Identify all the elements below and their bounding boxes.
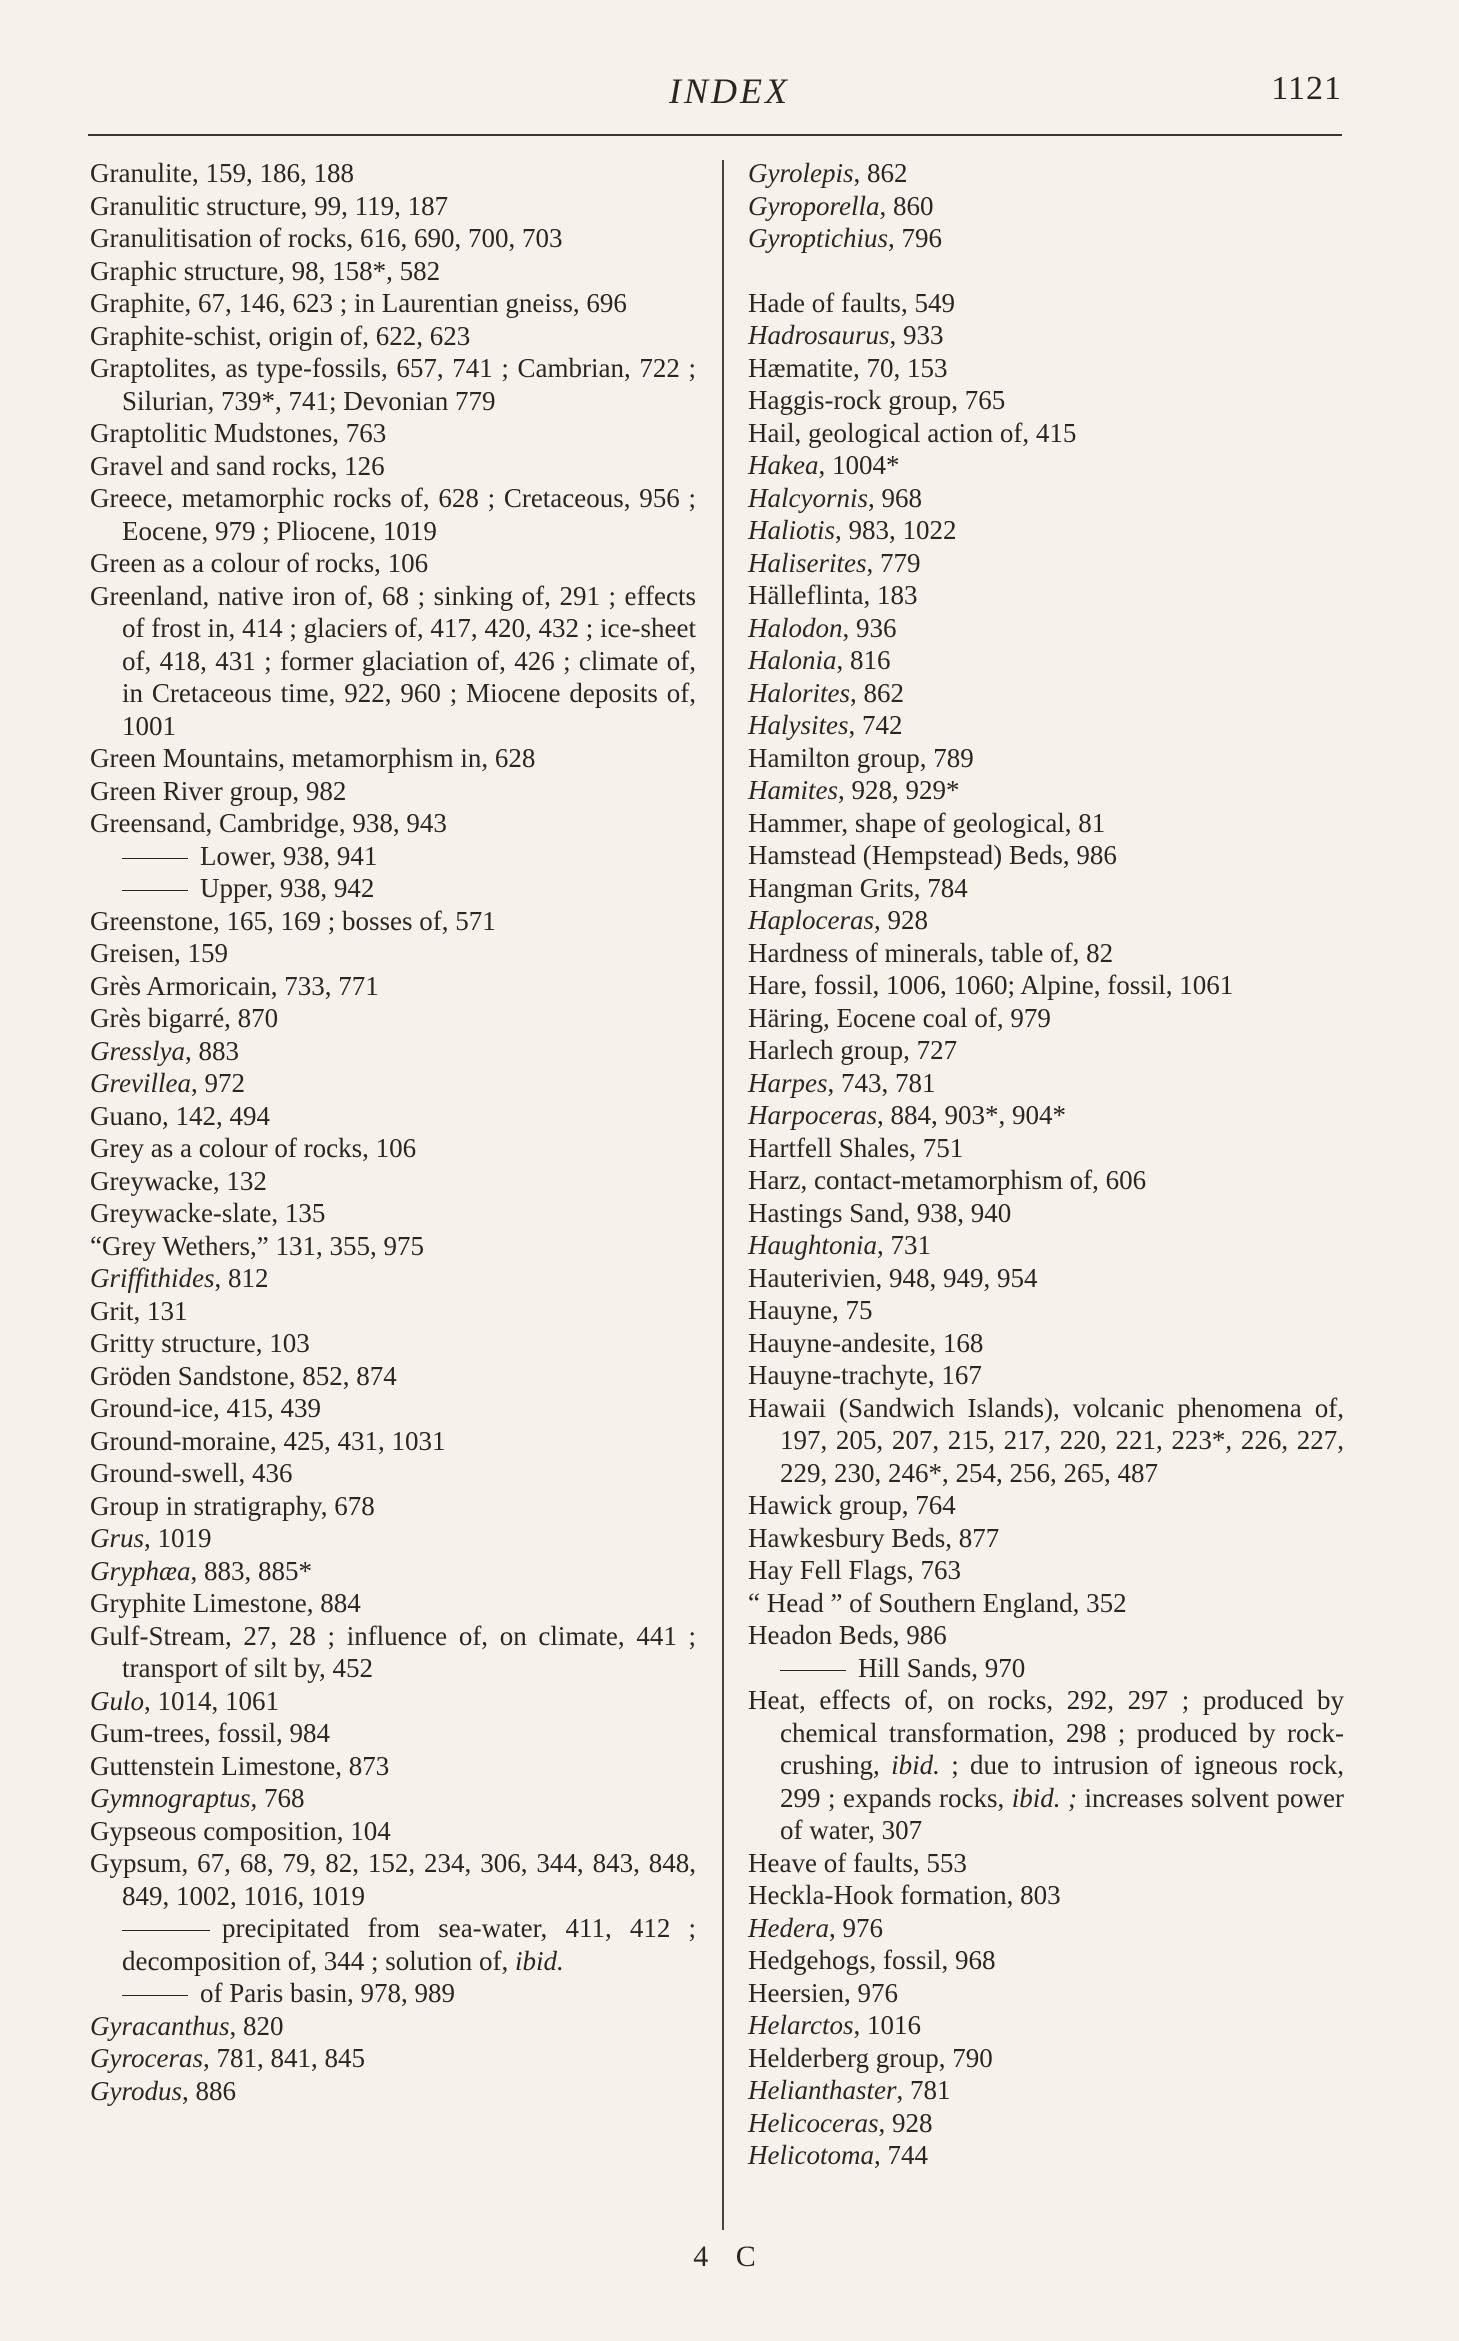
index-entry bbox=[748, 774, 1344, 807]
page-number: 1121 bbox=[1271, 70, 1342, 107]
index-entry bbox=[748, 1262, 1344, 1295]
entry-text: Green River group, 982 bbox=[90, 775, 347, 806]
entry-genus-name: Gresslya bbox=[90, 1035, 185, 1066]
index-entry bbox=[748, 157, 1344, 190]
entry-text: Granulite, 159, 186, 188 bbox=[90, 158, 354, 188]
index-entry bbox=[748, 807, 1344, 840]
index-entry bbox=[90, 1067, 696, 1100]
entry-text: Greisen, 159 bbox=[90, 938, 228, 968]
entry-pages: , 928, 929* bbox=[838, 775, 960, 805]
entry-text: Group in stratigraphy, 678 bbox=[90, 1490, 375, 1521]
entry-genus-name: Gyrolepis bbox=[748, 158, 854, 188]
index-entry bbox=[90, 775, 696, 808]
index-entry bbox=[90, 2042, 696, 2075]
index-entry bbox=[90, 157, 696, 190]
index-entry bbox=[90, 1685, 696, 1718]
index-entry bbox=[748, 1099, 1344, 1132]
index-entry bbox=[748, 2074, 1344, 2107]
index-entry bbox=[748, 1132, 1344, 1165]
entry-genus-name: Halysites bbox=[748, 710, 849, 740]
entry-pages: , 820 bbox=[229, 2010, 284, 2041]
entry-text: Green Mountains, metamorphism in, 628 bbox=[90, 743, 536, 773]
entry-genus-name: Hadrosaurus bbox=[748, 320, 890, 350]
index-entry bbox=[748, 839, 1344, 872]
entry-text: Grit, 131 bbox=[90, 1295, 188, 1326]
entry-genus-name: Grus bbox=[90, 1523, 145, 1553]
index-entry bbox=[748, 1912, 1344, 1945]
index-entry bbox=[90, 1425, 696, 1458]
index-entry bbox=[748, 1034, 1344, 1067]
entry-ibid: ibid. bbox=[891, 1750, 940, 1780]
entry-genus-name: Halodon bbox=[748, 612, 843, 643]
entry-genus-name: Gryphæa bbox=[90, 1555, 191, 1586]
entry-text: Ground-moraine, 425, 431, 1031 bbox=[90, 1425, 446, 1456]
index-entry bbox=[748, 2139, 1344, 2172]
entry-genus-name: Gyroptichius bbox=[748, 223, 888, 253]
index-entry bbox=[748, 1944, 1344, 1977]
entry-text: Harlech group, 727 bbox=[748, 1035, 958, 1065]
entry-genus-name: Haliotis bbox=[748, 515, 836, 545]
index-entry bbox=[90, 222, 696, 255]
entry-text: Grès Armoricain, 733, 771 bbox=[90, 970, 379, 1001]
entry-pages: , 886 bbox=[182, 2075, 236, 2106]
entry-text: Hauyne-trachyte, 167 bbox=[748, 1360, 982, 1390]
entry-text: Ground-swell, 436 bbox=[90, 1458, 293, 1488]
index-entry bbox=[90, 1847, 696, 1912]
entry-text: Hammer, shape of geological, 81 bbox=[748, 807, 1106, 838]
entry-pages: , 779 bbox=[866, 547, 921, 578]
index-entry bbox=[90, 1197, 696, 1230]
index-entry bbox=[748, 417, 1344, 450]
index-entry bbox=[90, 320, 696, 353]
index-entry bbox=[90, 190, 696, 223]
entry-pages: , 796 bbox=[887, 223, 942, 253]
entry-text: Greece, metamorphic rocks of, 628 ; Cretaceous, 956 ; Eocene, 979 ; Pliocene, 1019 bbox=[90, 483, 696, 546]
entry-text: Greenland, native iron of, 68 ; sinking of, 291 ; effects of frost in, 414 ; glaciers of, 417, 420, 432 ; ice-sheet of, 418, 431 ; former glaciation of, 426 ; climate of, in Cretaceous time, 922, 960 ; Miocene deposits of, 1001 bbox=[90, 580, 696, 741]
printer-signature: 4 C bbox=[693, 2240, 766, 2273]
index-entry bbox=[748, 2009, 1344, 2042]
index-entry bbox=[90, 1782, 696, 1815]
entry-pages: , 862 bbox=[850, 677, 905, 708]
index-entry bbox=[90, 1132, 696, 1165]
entry-text: Harz, contact-metamorphism of, 606 bbox=[748, 1165, 1147, 1195]
entry-text: Hail, geological action of, 415 bbox=[748, 417, 1077, 448]
entry-genus-name: Griffithides bbox=[90, 1263, 215, 1293]
index-entry bbox=[748, 1229, 1344, 1262]
entry-genus-name: Halonia bbox=[748, 645, 837, 675]
index-entry bbox=[748, 287, 1344, 320]
entry-genus-name: Halcyornis bbox=[748, 482, 868, 513]
entry-text: Hauterivien, 948, 949, 954 bbox=[748, 1262, 1038, 1293]
entry-text: Hauyne-andesite, 168 bbox=[748, 1327, 984, 1358]
index-entry bbox=[748, 612, 1344, 645]
entry-genus-name: Haploceras bbox=[748, 905, 874, 935]
entry-pages: , 816 bbox=[836, 645, 891, 675]
entry-text: Greywacke-slate, 135 bbox=[90, 1198, 326, 1228]
entry-text: ; due to intrusion of igneous rock, 299 ; expands rocks, bbox=[780, 1750, 1345, 1813]
entry-pages: , 742 bbox=[848, 710, 903, 740]
index-entry bbox=[748, 319, 1344, 352]
index-entry bbox=[748, 1847, 1344, 1880]
entry-text: Ground-ice, 415, 439 bbox=[90, 1393, 321, 1423]
index-entry bbox=[748, 969, 1344, 1002]
entry-text: Heat, effects of, on rocks, 292, 297 ; produced by chemical transformation, 298 ; produced by rock-crushing, bbox=[748, 1685, 1344, 1780]
index-entry bbox=[90, 840, 696, 873]
index-entry bbox=[90, 1587, 696, 1620]
entry-pages: , 983, 1022 bbox=[835, 515, 957, 545]
entry-text: Greensand, Cambridge, 938, 943 bbox=[90, 808, 447, 838]
index-entry bbox=[748, 1684, 1344, 1847]
index-entry bbox=[90, 1392, 696, 1425]
entry-text: Granulitisation of rocks, 616, 690, 700, 703 bbox=[90, 223, 563, 253]
entry-text: Hill Sands, 970 bbox=[858, 1652, 1026, 1683]
entry-text: Hälleflinta, 183 bbox=[748, 580, 918, 610]
entry-pages: , 743, 781 bbox=[827, 1067, 936, 1098]
entry-pages: , 744 bbox=[873, 2140, 928, 2170]
entry-genus-name: Gyroceras bbox=[90, 2043, 203, 2073]
entry-text: Lower, 938, 941 bbox=[200, 840, 378, 871]
entry-pages: , 781 bbox=[896, 2075, 951, 2105]
entry-genus-name: Gymnograptus bbox=[90, 1783, 251, 1813]
index-entry bbox=[748, 384, 1344, 417]
index-entry bbox=[90, 1555, 696, 1588]
index-entry bbox=[748, 1164, 1344, 1197]
index-entry bbox=[90, 352, 696, 417]
index-entry bbox=[748, 709, 1344, 742]
index-entry bbox=[90, 1457, 696, 1490]
index-entry bbox=[748, 222, 1344, 255]
entry-text: increases solvent power of water, 307 bbox=[780, 1782, 1344, 1845]
entry-text: Gröden Sandstone, 852, 874 bbox=[90, 1360, 397, 1391]
entry-genus-name: Haughtonia bbox=[748, 1230, 878, 1260]
index-entry bbox=[90, 547, 696, 580]
index-entry bbox=[748, 742, 1344, 775]
entry-genus-name: Helicotoma bbox=[748, 2140, 874, 2170]
index-column-left bbox=[90, 157, 696, 2107]
entry-genus-name: Helianthaster bbox=[748, 2075, 897, 2105]
entry-text: Hade of faults, 549 bbox=[748, 287, 955, 318]
index-entry bbox=[748, 677, 1344, 710]
index-entry bbox=[748, 579, 1344, 612]
running-head bbox=[0, 70, 1459, 112]
index-entry bbox=[90, 1750, 696, 1783]
entry-text: Graphite, 67, 146, 623 ; in Laurentian gneiss, 696 bbox=[90, 288, 627, 318]
index-entry bbox=[90, 1262, 696, 1295]
entry-text: Hawkesbury Beds, 877 bbox=[748, 1522, 1000, 1553]
entry-text: Greywacke, 132 bbox=[90, 1165, 267, 1196]
entry-text: Grès bigarré, 870 bbox=[90, 1003, 279, 1033]
entry-text: Granulitic structure, 99, 119, 187 bbox=[90, 190, 449, 221]
entry-pages: , 1019 bbox=[144, 1523, 212, 1553]
index-entry bbox=[90, 255, 696, 288]
index-entry bbox=[90, 905, 696, 938]
entry-text: Green as a colour of rocks, 106 bbox=[90, 548, 429, 578]
entry-pages: , 883 bbox=[185, 1035, 239, 1066]
index-entry bbox=[90, 1522, 696, 1555]
ditto-dash bbox=[122, 858, 188, 859]
index-entry bbox=[748, 514, 1344, 547]
index-entry bbox=[90, 450, 696, 483]
index-entry bbox=[90, 1620, 696, 1685]
entry-text: Greenstone, 165, 169 ; bosses of, 571 bbox=[90, 905, 496, 936]
entry-text: Helderberg group, 790 bbox=[748, 2042, 993, 2073]
entry-text: Guttenstein Limestone, 873 bbox=[90, 1750, 390, 1781]
entry-genus-name: Gyracanthus bbox=[90, 2010, 230, 2041]
index-entry bbox=[90, 1035, 696, 1068]
entry-genus-name: Hamites bbox=[748, 775, 838, 805]
entry-text: Hawaii (Sandwich Islands), volcanic phenomena of, 197, 205, 207, 215, 217, 220, 221, 223*, 226, 227, 229, 230, 246*, 254, 256, 265, 487 bbox=[748, 1392, 1344, 1488]
index-entry bbox=[90, 1002, 696, 1035]
entry-text: Hay Fell Flags, 763 bbox=[748, 1555, 961, 1585]
entry-pages: , 731 bbox=[877, 1230, 932, 1260]
entry-text: Gryphite Limestone, 884 bbox=[90, 1588, 361, 1618]
entry-text: Upper, 938, 942 bbox=[200, 873, 375, 903]
entry-pages: , 1016 bbox=[853, 2010, 921, 2040]
index-entry bbox=[748, 449, 1344, 482]
entry-genus-name: Harpes bbox=[748, 1067, 828, 1098]
entry-text: Heave of faults, 553 bbox=[748, 1847, 967, 1878]
entry-ibid: ibid. bbox=[514, 1945, 564, 1976]
index-entry bbox=[748, 1522, 1344, 1555]
entry-text: Häring, Eocene coal of, 979 bbox=[748, 1002, 1051, 1033]
entry-pages: , 862 bbox=[853, 158, 908, 188]
index-entry bbox=[90, 1165, 696, 1198]
ditto-dash bbox=[122, 1930, 210, 1931]
index-entry bbox=[748, 482, 1344, 515]
index-column-right bbox=[748, 157, 1344, 2172]
entry-genus-name: Helicoceras bbox=[748, 2107, 879, 2138]
entry-text: Hæmatite, 70, 153 bbox=[748, 352, 948, 383]
index-entry bbox=[748, 937, 1344, 970]
entry-genus-name: Hedera bbox=[748, 1912, 829, 1943]
index-entry bbox=[748, 190, 1344, 223]
index-entry bbox=[748, 1879, 1344, 1912]
entry-pages: , 936 bbox=[842, 612, 897, 643]
entry-pages: , 1014, 1061 bbox=[144, 1685, 279, 1716]
index-entry bbox=[748, 1619, 1344, 1652]
entry-text: Gravel and sand rocks, 126 bbox=[90, 450, 385, 481]
index-entry bbox=[90, 1295, 696, 1328]
index-entry bbox=[748, 547, 1344, 580]
entry-pages: , 928 bbox=[873, 905, 928, 935]
index-entry bbox=[90, 1360, 696, 1393]
entry-genus-name: Gyrodus bbox=[90, 2075, 182, 2106]
entry-text: Hamstead (Hempstead) Beds, 986 bbox=[748, 840, 1117, 870]
index-entry bbox=[90, 742, 696, 775]
index-entry bbox=[748, 1392, 1344, 1490]
entry-genus-name: Halorites bbox=[748, 677, 851, 708]
entry-genus-name: Grevillea bbox=[90, 1068, 191, 1098]
entry-genus-name: Gyroporella bbox=[748, 190, 880, 221]
index-entry bbox=[748, 352, 1344, 385]
index-entry bbox=[748, 872, 1344, 905]
index-entry bbox=[90, 1815, 696, 1848]
entry-text: Graptolitic Mudstones, 763 bbox=[90, 418, 387, 448]
ditto-dash bbox=[122, 890, 188, 891]
entry-text: Heersien, 976 bbox=[748, 1977, 898, 2008]
entry-text: Hauyne, 75 bbox=[748, 1295, 873, 1325]
entry-text: Hedgehogs, fossil, 968 bbox=[748, 1945, 996, 1975]
index-entry bbox=[748, 1067, 1344, 1100]
index-entry bbox=[90, 482, 696, 547]
index-entry bbox=[90, 1912, 696, 1977]
entry-text: Gritty structure, 103 bbox=[90, 1328, 310, 1358]
index-entry bbox=[748, 1197, 1344, 1230]
index-entry bbox=[748, 2107, 1344, 2140]
entry-pages: , 884, 903*, 904* bbox=[877, 1100, 1066, 1130]
entry-pages: , 976 bbox=[828, 1912, 883, 1943]
entry-genus-name: Harpoceras bbox=[748, 1100, 877, 1130]
entry-pages: , 781, 841, 845 bbox=[202, 2043, 365, 2073]
entry-pages: , 768 bbox=[250, 1783, 305, 1813]
index-entry bbox=[748, 1327, 1344, 1360]
index-entry bbox=[90, 1490, 696, 1523]
entry-text: Hastings Sand, 938, 940 bbox=[748, 1197, 1012, 1228]
index-entry bbox=[90, 2075, 696, 2108]
entry-pages: , 1004* bbox=[818, 450, 900, 480]
entry-text: Heckla-Hook formation, 803 bbox=[748, 1880, 1061, 1910]
index-entry bbox=[90, 287, 696, 320]
entry-text: Gulf-Stream, 27, 28 ; influence of, on climate, 441 ; transport of silt by, 452 bbox=[90, 1620, 696, 1683]
index-entry bbox=[90, 1230, 696, 1263]
index-entry bbox=[748, 1002, 1344, 1035]
index-entry bbox=[90, 1717, 696, 1750]
index-entry bbox=[90, 807, 696, 840]
entry-text: Gypsum, 67, 68, 79, 82, 152, 234, 306, 344, 843, 848, 849, 1002, 1016, 1019 bbox=[90, 1848, 696, 1911]
index-entry bbox=[748, 1652, 1344, 1685]
index-entry bbox=[90, 970, 696, 1003]
entry-pages: , 928 bbox=[878, 2107, 933, 2138]
header-rule bbox=[88, 134, 1342, 136]
entry-pages: , 968 bbox=[867, 482, 922, 513]
entry-text: Headon Beds, 986 bbox=[748, 1620, 947, 1650]
entry-text: Grey as a colour of rocks, 106 bbox=[90, 1133, 417, 1163]
index-entry bbox=[90, 937, 696, 970]
index-entry bbox=[90, 872, 696, 905]
entry-text: Hamilton group, 789 bbox=[748, 742, 974, 773]
entry-text: Graphic structure, 98, 158*, 582 bbox=[90, 255, 441, 286]
ditto-dash bbox=[780, 1670, 846, 1671]
column-divider bbox=[722, 160, 724, 2230]
entry-pages: , 812 bbox=[214, 1263, 269, 1293]
entry-genus-name: Helarctos bbox=[748, 2010, 854, 2040]
entry-pages: , 860 bbox=[879, 190, 934, 221]
entry-text: Hangman Grits, 784 bbox=[748, 872, 968, 903]
entry-text: Gum-trees, fossil, 984 bbox=[90, 1718, 330, 1748]
entry-text: Hartfell Shales, 751 bbox=[748, 1132, 964, 1163]
entry-text: Hardness of minerals, table of, 82 bbox=[748, 937, 1114, 968]
entry-text: Hare, fossil, 1006, 1060; Alpine, fossil, 1061 bbox=[748, 970, 1234, 1000]
index-entry bbox=[748, 1977, 1344, 2010]
entry-genus-name: Haliserites bbox=[748, 547, 867, 578]
entry-text: Gypseous composition, 104 bbox=[90, 1815, 391, 1846]
entry-pages: , 883, 885* bbox=[190, 1555, 312, 1586]
entry-genus-name: Hakea bbox=[748, 450, 819, 480]
index-entry bbox=[90, 1977, 696, 2010]
entry-text: “Grey Wethers,” 131, 355, 975 bbox=[90, 1230, 424, 1261]
index-entry bbox=[748, 1359, 1344, 1392]
entry-text: Graphite-schist, origin of, 622, 623 bbox=[90, 320, 471, 351]
index-entry bbox=[748, 1587, 1344, 1620]
index-entry bbox=[90, 580, 696, 743]
index-entry bbox=[748, 904, 1344, 937]
entry-text: Guano, 142, 494 bbox=[90, 1100, 270, 1131]
page-title: INDEX bbox=[669, 71, 790, 111]
entry-pages: , 933 bbox=[889, 320, 944, 350]
index-entry bbox=[90, 2010, 696, 2043]
entry-text: “ Head ” of Southern England, 352 bbox=[748, 1587, 1127, 1618]
entry-ibid: ibid. ; bbox=[1011, 1782, 1078, 1813]
entry-text: precipitated from sea-water, 411, 412 ; decomposition of, 344 ; solution of, bbox=[122, 1913, 696, 1976]
index-entry bbox=[748, 1489, 1344, 1522]
index-entry bbox=[748, 1554, 1344, 1587]
ditto-dash bbox=[122, 1995, 188, 1996]
entry-pages: , 972 bbox=[190, 1068, 245, 1098]
index-entry bbox=[90, 1100, 696, 1133]
index-entry bbox=[748, 644, 1344, 677]
entry-text: Hawick group, 764 bbox=[748, 1490, 956, 1520]
entry-text: Graptolites, as type-fossils, 657, 741 ; Cambrian, 722 ; Silurian, 739*, 741; Devonian 779 bbox=[90, 353, 696, 416]
entry-text: of Paris basin, 978, 989 bbox=[200, 1978, 455, 2008]
index-entry bbox=[748, 1294, 1344, 1327]
index-entry bbox=[748, 2042, 1344, 2075]
entry-genus-name: Gulo bbox=[90, 1685, 144, 1716]
entry-text: Haggis-rock group, 765 bbox=[748, 385, 1006, 415]
index-entry bbox=[90, 417, 696, 450]
index-entry bbox=[90, 1327, 696, 1360]
